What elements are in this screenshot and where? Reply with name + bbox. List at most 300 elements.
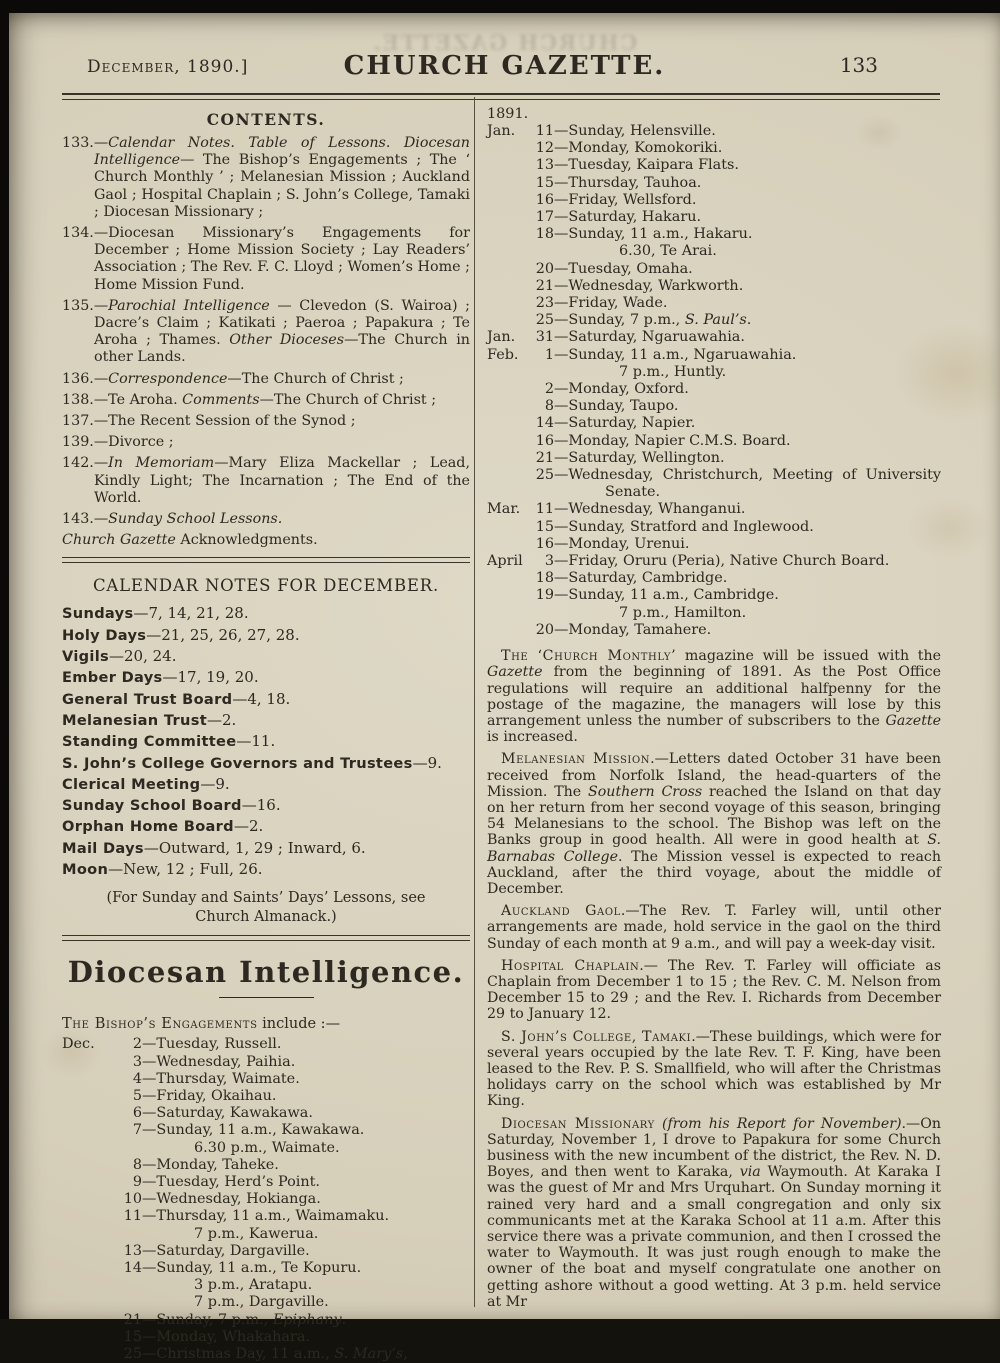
engagement-month [62,1157,114,1174]
calendar-item [62,838,470,859]
text-segment: Correspondence [108,370,228,387]
left-column [62,108,470,1363]
text-segment: Senate. [605,484,661,501]
text-segment: . [746,312,752,329]
calendar-list [62,603,470,880]
engagement-month [62,1088,114,1105]
engagement-entry [487,278,941,295]
engagement-entry [62,1312,470,1329]
engagement-day: 20 [535,260,554,277]
text-segment: —Sunday, Taupo. [554,398,679,415]
engagements-december-list [62,1036,470,1363]
engagement-month: Feb. [487,346,519,363]
text-segment: —Wednesday, Hokianga. [142,1191,321,1208]
text-segment: In Memoriam [108,455,215,472]
engagement-month: April [487,553,523,570]
contents-list [62,135,470,549]
text-segment: —Saturday, Wellington. [554,449,725,466]
text-segment: —Monday, Urenui. [554,535,690,552]
engagement-month [487,587,529,604]
engagement-entry [487,415,941,432]
engagement-day: 7 [132,1122,142,1139]
engagement-text [554,347,941,364]
engagement-text [194,1226,470,1243]
text-segment: —Saturday, Ngaruawahia. [554,329,745,346]
text-segment: —Sunday, 11 a.m., Cambridge. [554,587,779,604]
engagement-text [554,175,941,192]
text-segment: —Saturday, Hakaru. [554,209,702,226]
engagement-entry [487,140,941,157]
articles [487,648,941,1310]
text-segment: —Tuesday, Kaipara Flats. [554,157,739,174]
calendar-item-label: Mail Days [62,839,144,857]
text-segment: —Mary Eliza Mackellar ; Lead, Kindly Light; The Incarnation ; The End of the World. [94,455,471,506]
text-segment: —Sunday, 7 p.m., [142,1311,273,1328]
text-segment: —Sunday, 11 a.m., Ngaruawahia. [554,346,797,363]
engagement-day: 23 [535,295,554,312]
text-segment: —Thursday, 11 a.m., Waimamaku. [142,1208,390,1225]
text-segment: (from his Report for November) [661,1115,902,1132]
engagement-month [487,433,529,450]
engagement-text [142,1191,470,1208]
engagement-text [619,243,941,260]
engagement-text [554,622,941,639]
engagement-month: Jan. [487,329,516,346]
engagement-month [62,1329,114,1346]
calendar-item-label: General Trust Board [62,690,233,708]
text-segment: . The Mission vessel is expected to reach Auckland, after the third voyage, about the middle of December. [487,848,941,897]
contents-page-number: 135. [62,297,94,314]
engagement-entry [487,243,941,260]
engagement-day: 16 [535,432,554,449]
engagement-day: 4 [132,1070,142,1087]
text-segment: 7 p.m., Kawerua. [194,1225,319,1242]
engagement-entry [62,1243,470,1260]
calendar-item-dates: —2. [233,817,264,836]
text-segment: —Friday, Oruru (Peria), Native Church Board. [554,553,890,570]
text-segment: — [93,297,109,314]
engagement-text [142,1329,470,1346]
engagement-entry [487,157,941,174]
engagement-entry [62,1277,470,1294]
engagement-day: 8 [544,398,554,415]
paper-background [9,13,1000,1362]
engagement-month [487,415,529,432]
text-segment: 7 p.m., Huntly. [619,363,727,380]
engagement-text [142,1208,470,1225]
contents-page-number: 136. [62,370,94,387]
engagement-day: 18 [535,570,554,587]
diocesan-intelligence-heading: Diocesan Intelligence. [67,955,465,990]
engagement-day: 10 [123,1191,142,1208]
engagement-entry [62,1122,470,1139]
text-segment: .—On Saturday, November 1, I drove to Papakura for some Church business with the new incumbent of the district, the Rev. N. D. Boyes, and then went to Karaka, [487,1115,942,1181]
text-segment: —Sunday, 11 a.m., Kawakawa. [142,1122,365,1139]
text-segment: Southern Cross [588,783,703,800]
text-segment: —Tuesday, Herd’s Point. [142,1173,320,1190]
text-segment: S. Mary’s [334,1345,404,1362]
calendar-item [62,710,470,731]
calendar-item [62,667,470,688]
engagement-entry [62,1208,470,1225]
engagement-month: Mar. [487,501,521,518]
engagement-text [554,261,941,278]
text-segment: —Sunday, Stratford and Inglewood. [554,518,814,535]
engagement-text [142,1243,470,1260]
engagement-entry [487,536,941,553]
engagement-month [487,226,529,243]
contents-entry [62,135,470,221]
contents-page-number: 134. [62,225,94,242]
engagement-day: 1 [544,346,554,363]
calendar-item [62,816,470,837]
calendar-item-label: Orphan Home Board [62,818,234,836]
engagement-entry [62,1174,470,1191]
contents-entry [62,511,470,528]
article-paragraph [487,1116,941,1310]
engagement-entry [487,381,941,398]
text-segment: magazine will be issued with the [676,648,941,665]
engagement-text [554,415,941,432]
engagement-text [554,519,941,536]
engagement-entry [487,329,941,346]
engagement-text [619,364,941,381]
contents-page-number: 133. [62,135,94,151]
calendar-item-label: Melanesian Trust [62,711,207,729]
engagement-text [554,226,941,243]
engagement-text [554,398,941,415]
text-segment: —Wednesday, Paihia. [142,1053,296,1070]
text-segment: Comments [182,391,260,408]
engagement-text [554,140,941,157]
contents-entry [62,455,470,507]
text-segment: —Monday, Tamahere. [554,621,712,638]
text-segment: via [739,1164,761,1181]
engagement-text [554,123,941,140]
text-segment: Diocesan Missionary [501,1115,655,1132]
text-segment: — Clevedon (S. Wairoa) ; Dacre’s Claim ; Katikati ; Paeroa ; Papakura ; Te Aroha ; Thames. [94,297,470,349]
engagement-entry [62,1226,470,1243]
engagement-entry [487,209,941,226]
engagement-entry [62,1294,470,1311]
engagement-day: 14 [535,415,554,432]
engagement-entry [487,295,941,312]
calendar-item-dates: —9. [412,753,442,772]
text-segment: —Friday, Wellsford. [554,191,697,208]
text-segment: 6.30, Te Arai. [619,243,717,260]
engagement-month [487,381,529,398]
engagement-day: 3 [544,553,554,570]
engagement-text [554,570,941,587]
calendar-item-label: S. John’s College Governors and Trustees [62,754,413,772]
page-number: 133 [839,53,878,77]
engagement-day: 9 [132,1173,142,1190]
contents-entry [62,225,470,294]
engagement-day: 18 [535,226,554,243]
text-segment: —Sunday, Helensville. [554,123,716,139]
calendar-item-label: Holy Days [62,626,147,644]
text-segment: —Saturday, Cambridge. [554,570,728,587]
engagement-month [487,398,529,415]
text-segment: —Monday, Komokoriki. [554,140,723,157]
contents-entry [62,392,470,409]
calendar-item [62,859,470,880]
engagement-entry [487,347,941,364]
engagement-day: 13 [123,1242,142,1259]
text-segment: —Friday, Okaihau. [142,1087,277,1104]
engagement-text [554,192,941,209]
text-segment: —Sunday, 11 a.m., Hakaru. [554,226,753,243]
engagement-month [487,450,529,467]
engagement-month [487,467,529,484]
engagement-entry [487,501,941,518]
engagement-entry [487,570,941,587]
text-segment: —Tuesday, Russell. [142,1036,282,1053]
engagement-entry [62,1191,470,1208]
text-segment: Epiphany [272,1311,342,1328]
calendar-item-dates: —2. [206,710,237,729]
engagement-text [554,536,941,553]
calendar-title: CALENDAR NOTES FOR DECEMBER. [92,576,440,596]
engagement-day: 21 [123,1311,142,1328]
engagement-text [554,501,941,518]
engagement-entry [487,226,941,243]
text-segment: from the beginning of 1891. As the Post Office regulations will require an additional halfpenny for the postage of the magazine, the managers will lose by this arrangement unless the number of subscribers to the [487,664,941,729]
engagement-entry [487,192,941,209]
text-segment: . [341,1311,347,1328]
engagement-entry [487,605,941,622]
engagement-month: Jan. [487,123,516,139]
engagement-text [142,1036,470,1053]
calendar-item-dates: —16. [241,796,281,815]
engagement-entry [62,1088,470,1105]
calendar-item [62,689,470,710]
engagement-entry [62,1157,470,1174]
engagement-day: 31 [535,329,554,346]
text-segment: —Tuesday, Omaha. [554,260,693,277]
text-segment: S. John’s College, Tamaki [501,1028,692,1045]
engagement-month [487,622,529,639]
engagement-day: 19 [535,587,554,604]
engagement-day: 8 [132,1156,142,1173]
calendar-item-dates: —20, 24. [108,647,177,666]
engagement-entry [487,450,941,467]
calendar-item-dates: —17, 19, 20. [162,668,259,687]
engagement-day: 15 [535,518,554,535]
text-segment: —Christmas Day, 11 a.m., [142,1345,335,1362]
text-segment: The ‘Church Monthly’ [501,648,677,665]
text-segment: Hospital Chaplain [501,957,640,974]
engagements-1891-list [487,123,941,639]
engagement-text [554,157,941,174]
contents-page-number: 137. [62,413,94,430]
header-rule [62,93,940,100]
engagement-day: 11 [535,501,554,518]
text-segment: Parochial Intelligence [108,297,270,314]
engagement-month [62,1208,114,1225]
text-segment: Waymouth. At Karaka I was the guest of Mr and Mrs Urquhart. On Sunday morning it rained very hard and a small congregation and only six communicants met at the Karaka School at 11 a.m. After this service there was a private communion, and then I crossed the water to Waymouth. It was just rough enough to make the owner of the boat and myself congratulate one another on getting ashore without a good wetting. At 3 p.m. held service at Mr [487,1164,942,1310]
heading-rule [219,997,314,998]
engagement-text [142,1122,470,1139]
text-segment: .— The Rev. T. Farley will officiate as Chaplain from December 1 to 15 ; the Rev. C. M. Nelson from December 15 to 29 ; and the Rev. I. Richards from December 29 to January 12. [487,957,941,1023]
text-segment: —Saturday, Kawakawa. [142,1105,313,1122]
engagement-day: 13 [535,157,554,174]
text-segment: 3 p.m., Aratapu. [194,1277,313,1294]
text-segment: Church Gazette [62,532,176,549]
article-paragraph [487,751,941,897]
engagement-month [487,157,529,174]
engagement-day: 2 [132,1036,142,1053]
engagement-entry [487,467,941,484]
engagement-month [487,312,529,329]
text-segment: Other Dioceses [229,332,345,349]
contents-page-number: 142. [62,455,94,472]
text-segment: —Monday, Whakahara. [142,1328,311,1345]
engagement-entry [62,1071,470,1088]
text-segment: —Monday, Oxford. [554,381,689,398]
engagement-day: 20 [535,621,554,638]
engagement-entry [62,1260,470,1277]
engagement-month [487,536,529,553]
engagement-entry [487,398,941,415]
contents-entry [62,532,470,549]
engagement-day: 11 [535,123,554,139]
engagement-text [142,1312,470,1329]
engagement-text [554,450,941,467]
text-segment: —Diocesan Missionary’s Engagements for December ; Home Mission Society ; Lay Readers’ Association ; The Rev. F. C. Lloyd ; Women’s Home ; Home Mission Fund. [93,225,470,293]
text-segment: — [93,511,109,528]
calendar-item-dates: —New, 12 ; Full, 26. [108,860,263,879]
engagement-entry [487,622,941,639]
engagement-text [619,605,941,622]
text-segment: Calendar Notes. Table of Lessons. Diocesan Intelligence— [94,135,470,169]
engagement-entry [487,364,941,381]
column-divider [474,97,475,1307]
engagement-text [554,209,941,226]
engagement-month [487,278,529,295]
text-segment: —Saturday, Dargaville. [142,1242,310,1259]
engagement-month [62,1122,114,1139]
contents-page-number: 143. [62,511,94,528]
text-segment: —Thursday, Tauhoa. [554,174,702,191]
article-paragraph [487,1029,941,1110]
text-segment: Gazette [487,664,543,681]
engagement-day: 15 [123,1328,142,1345]
engagement-text [554,312,941,329]
text-segment: —The Church of Christ ; [259,391,437,408]
calendar-item-dates: —11. [236,732,276,751]
engagement-entry [487,484,941,501]
engagement-month [62,1174,114,1191]
masthead-title: CHURCH GAZETTE. [343,51,666,81]
engagement-text [142,1054,470,1071]
year-label: 1891. [487,106,529,122]
engagement-text [605,484,941,501]
text-segment: .—These buildings, which were for several years occupied by the late Rev. T. F. King, have been leased to the Rev. P. S. Smallfield, who will after the Christmas holidays carry on the school which was established by Mr King. [487,1028,942,1110]
calendar-item-dates: —7, 14, 21, 28. [133,604,249,623]
engagement-month [62,1260,114,1277]
engagement-entry [487,553,941,570]
engagement-day: 12 [535,140,554,157]
engagement-text [142,1260,470,1277]
engagement-entry [62,1346,470,1363]
section-divider [62,935,470,941]
text-segment: —Saturday, Napier. [554,415,696,432]
engagement-text [554,329,941,346]
calendar-item-label: Clerical Meeting [62,775,201,793]
text-segment: —Te Aroha. [93,391,183,408]
engagement-text [142,1174,470,1191]
engagement-entry [487,123,941,140]
text-segment: 6.30 p.m., Waimate. [194,1139,340,1156]
text-segment: Auckland Gaol [501,903,621,920]
engagement-day: 11 [123,1208,142,1225]
engagement-text [554,381,941,398]
calendar-item [62,603,470,624]
engagement-day: 21 [535,449,554,466]
calendar-item [62,753,470,774]
text-segment: The Bishop’s Engagements ; The ‘ Church Monthly ’ ; Melanesian Mission ; Auckland Gaol ; Hospital Chaplain ; S. John’s College, Tamaki ; Diocesan Missionary ; [94,152,470,220]
text-segment: —Wednesday, Christchurch, Meeting of University [554,467,941,484]
engagement-day: 21 [535,277,554,294]
engagement-text [554,587,941,604]
article-paragraph [487,958,941,1023]
engagement-month [487,209,529,226]
calendar-item-dates: —21, 25, 26, 27, 28. [146,625,300,644]
engagement-month [62,1346,114,1363]
text-segment: —Monday, Taheke. [142,1156,279,1173]
text-segment: —The Church in other Lands. [94,332,470,366]
text-segment: S. Paul’s [684,312,747,329]
issue-date: December, 1890.] [87,57,249,77]
text-segment: 7 p.m., Hamilton. [619,604,747,621]
engagement-text [142,1346,470,1363]
text-segment: —The Church of Christ ; [227,370,404,387]
text-segment: —Thursday, Waimate. [142,1070,300,1087]
calendar-item [62,795,470,816]
engagement-entry [62,1140,470,1157]
calendar-item [62,625,470,646]
calendar-item-label: Ember Days [62,669,163,687]
engagement-day: 16 [535,535,554,552]
engagement-text [554,433,941,450]
calendar-item-dates: —4, 18. [232,689,291,708]
text-segment: The Bishop’s Engagements [62,1016,258,1033]
calendar-note: (For Sunday and Saints’ Days’ Lessons, see Church Almanack.) [106,890,426,926]
engagement-month [62,1243,114,1260]
calendar-item-label: Moon [62,861,109,879]
contents-page-number: 138. [62,391,94,408]
engagement-entry [62,1105,470,1122]
engagement-month [62,1312,114,1329]
calendar-item-label: Vigils [62,648,109,666]
text-segment: Gazette [885,712,941,729]
engagement-entry [487,433,941,450]
section-divider [62,557,470,563]
engagement-entry [487,587,941,604]
text-segment: Sunday School Lessons. [108,511,283,528]
engagement-day: 25 [123,1345,142,1362]
engagement-month [487,570,529,587]
calendar-item-dates: —9. [200,774,230,793]
text-segment: Melanesian Mission [501,751,651,768]
engagement-day: 14 [123,1259,142,1276]
text-segment: —Wednesday, Whanganui. [554,501,746,518]
text-segment: —Friday, Wade. [554,295,668,312]
text-segment: .—The Rev. T. Farley will, until other arrangements are made, hold service in the gaol on the third Sunday of each month at 9 a.m., and will pay a week-day visit. [487,903,941,952]
right-column [487,106,941,1310]
engagement-text [554,553,941,570]
